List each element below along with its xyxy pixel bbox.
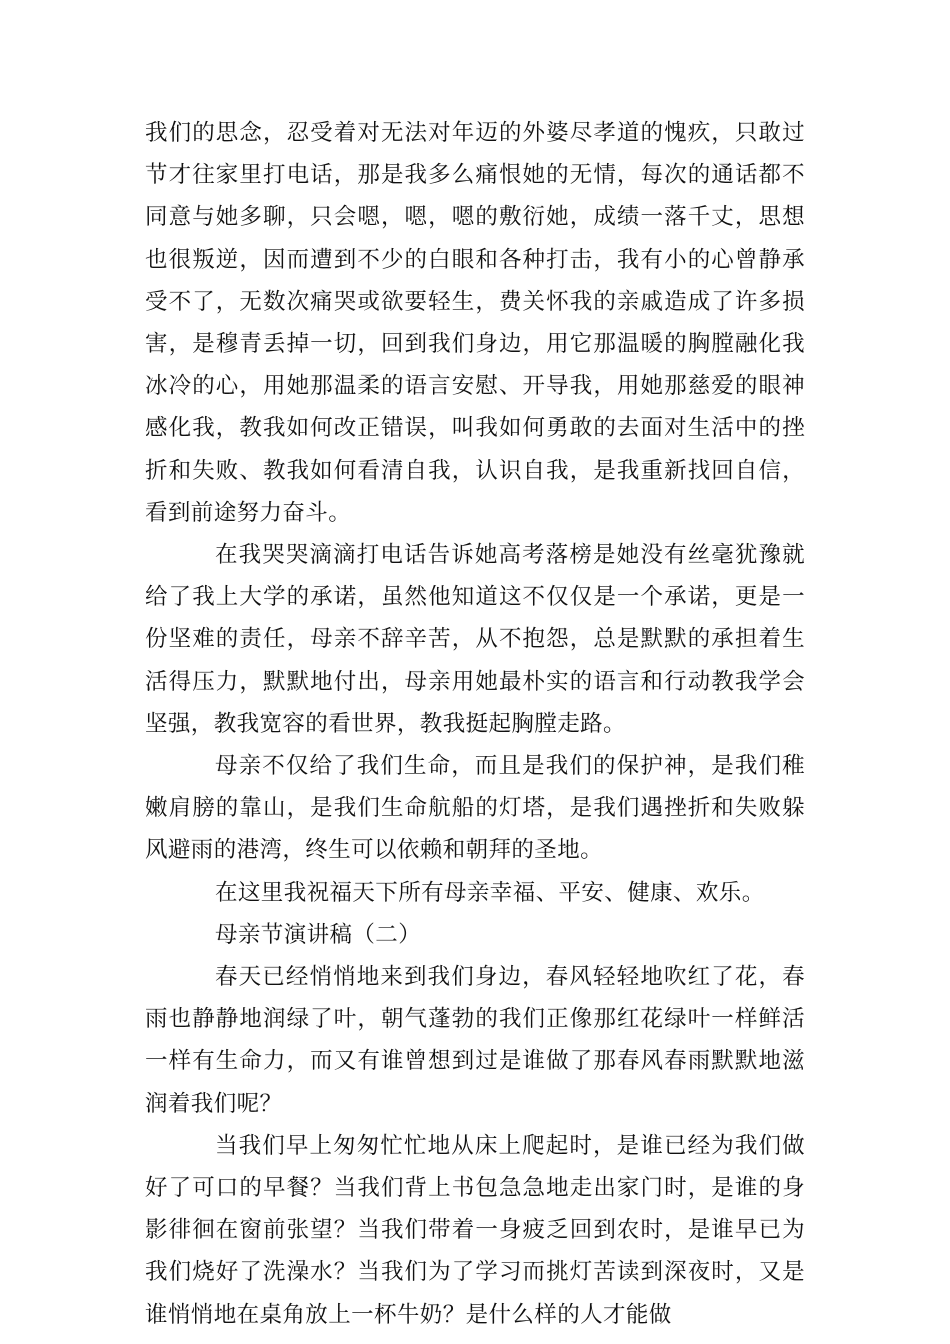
paragraph-blessing: 在这里我祝福天下所有母亲幸福、平安、健康、欢乐。 [215, 879, 765, 906]
section-heading: 母亲节演讲稿（二） [215, 921, 422, 948]
document-body [145, 112, 805, 1336]
paragraph-morning: 当我们早上匆匆忙忙地从床上爬起时，是谁已经为我们做好了可口的早餐？当我们背上书包急急地走出家门时，是谁的身影徘徊在窗前张望？当我们带着一身疲乏回到农时，是谁早已为我们烧好了洗澡水？当我们为了学习而挑灯苦读到深夜时，又是谁悄悄地在桌角放上一杯牛奶？是什么样的人才能做 [145, 1132, 805, 1328]
paragraph-spring: 春天已经悄悄地来到我们身边，春风轻轻地吹红了花，春雨也静静地润绿了叶，朝气蓬勃的我们正像那红花绿叶一样鲜活一样有生命力，而又有谁曾想到过是谁做了那春风春雨默默地滋润着我们呢？ [145, 964, 805, 1117]
paragraph-continued: 我们的思念，忍受着对无法对年迈的外婆尽孝道的愧疚，只敢过节才往家里打电话，那是我多么痛恨她的无情，每次的通话都不同意与她多聊，只会嗯，嗯，嗯的敷衍她，成绩一落千丈，思想也很叛逆，因而遭到不少的白眼和各种打击，我有小的心曾静承受不了，无数次痛哭或欲要轻生，费关怀我的亲戚造成了许多损害，是穆青丢掉一切，回到我们身边，用它那温暖的胸膛融化我冰冷的心，用她那温柔的语言安慰、开导我，用她那慈爱的眼神感化我，教我如何改正错误，叫我如何勇敢的去面对生活中的挫折和失败、教我如何看清自我，认识自我，是我重新找回自信，看到前途努力奋斗。 [145, 120, 805, 526]
paragraph-college-promise: 在我哭哭滴滴打电话告诉她高考落榜是她没有丝毫犹豫就给了我上大学的承诺，虽然他知道这不仅仅是一个承诺，更是一份坚难的责任，母亲不辞辛苦，从不抱怨，总是默默的承担着生活得压力，默默地付出，母亲用她最朴实的语言和行动教我学会坚强，教我宽容的看世界，教我挺起胸膛走路。 [145, 542, 805, 737]
paragraph-guardian: 母亲不仅给了我们生命，而且是我们的保护神，是我们稚嫩肩膀的靠山，是我们生命航船的灯塔，是我们遇挫折和失败躲风避雨的港湾，终生可以依赖和朝拜的圣地。 [145, 753, 805, 864]
